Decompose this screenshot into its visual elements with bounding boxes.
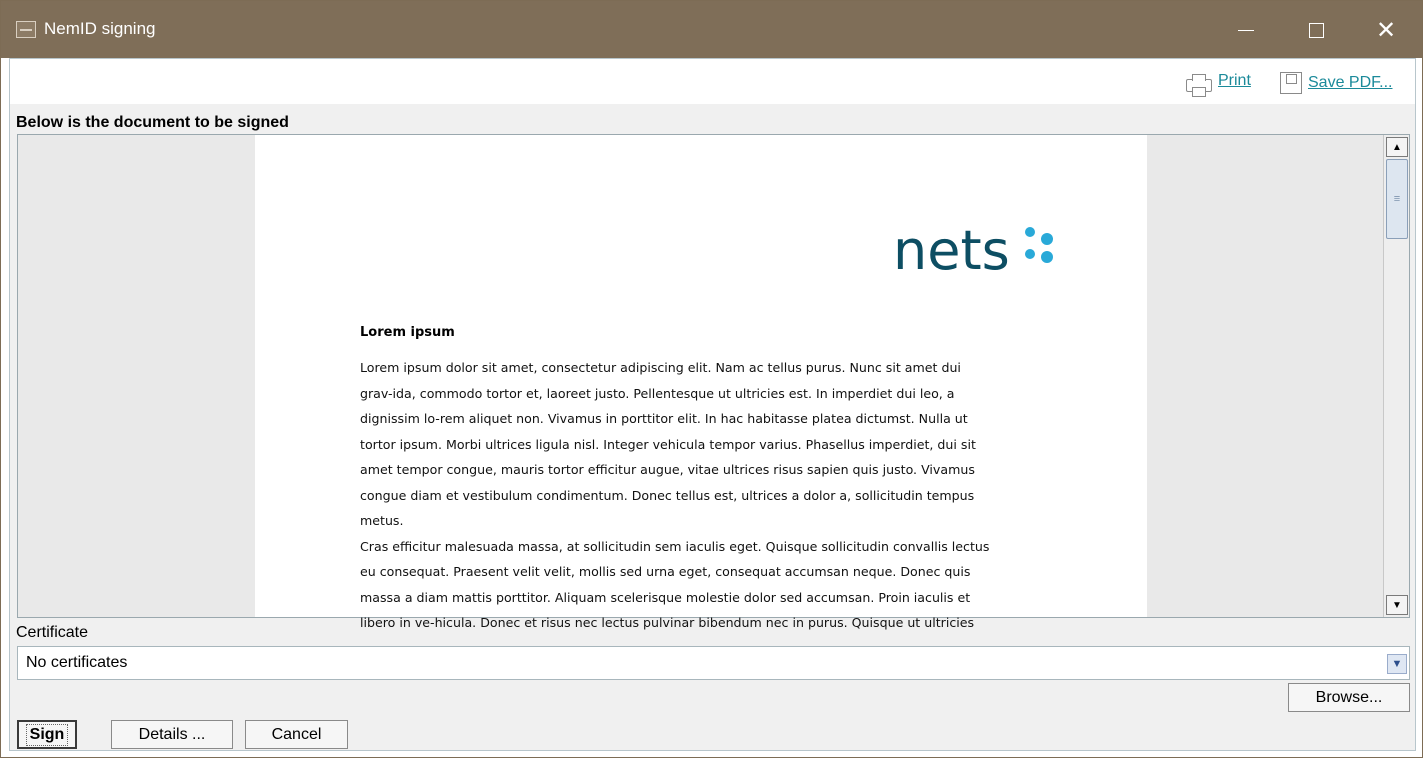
- document-line: congue diam et vestibulum condimentum. Donec tellus est, ultrices a dolor a, sollicitudin tempus: [360, 487, 975, 503]
- print-link[interactable]: [1186, 72, 1251, 90]
- document-line: massa a diam mattis porttitor. Aliquam scelerisque molestie dolor sed accumsan. Proin iaculis et: [360, 589, 971, 605]
- close-button[interactable]: ✕: [1375, 16, 1397, 44]
- minimize-icon: [1238, 30, 1254, 31]
- certificate-selected-value: No certificates: [26, 654, 128, 671]
- document-page: [255, 135, 1147, 630]
- document-line: grav-ida, commodo tortor et, laoreet justo. Pellentesque ut ultricies est. In imperdiet dui leo, a: [360, 385, 955, 401]
- certificate-select[interactable]: [17, 646, 1410, 680]
- dialog-content: [9, 58, 1416, 751]
- minimize-button[interactable]: [1226, 13, 1266, 47]
- document-line: Cras efficitur malesuada massa, at sollicitudin sem iaculis eget. Quisque sollicitudin convallis lectus: [360, 538, 990, 554]
- title-bar[interactable]: [1, 1, 1422, 58]
- toolbar: [10, 59, 1415, 104]
- certificate-label: Certificate: [16, 624, 89, 641]
- document-line: libero in ve-hicula. Donec et risus nec lectus pulvinar bibendum nec in purus. Quisque ut ultricies: [360, 615, 975, 630]
- save-pdf-label: Save PDF...: [1308, 74, 1393, 91]
- sign-button[interactable]: [17, 720, 77, 749]
- document-line: amet tempor congue, mauris tortor efficitur augue, vitae ultrices risus sapien quis justo. Vivamus: [360, 462, 975, 477]
- save-disk-icon: [1280, 72, 1302, 94]
- cancel-button[interactable]: Cancel: [245, 720, 348, 749]
- document-body: [360, 355, 1050, 636]
- maximize-icon: [1309, 23, 1324, 38]
- document-line: dignissim lo-rem aliquet non. Vivamus in porttitor elit. In hac habitasse platea dictumst. Nulla ut: [360, 411, 968, 426]
- nets-logo-text: nets: [893, 219, 1010, 282]
- document-line: metus.: [360, 513, 404, 528]
- vertical-scrollbar[interactable]: [1383, 135, 1409, 617]
- scroll-up-button[interactable]: ▲: [1386, 137, 1408, 157]
- browse-button[interactable]: Browse...: [1288, 683, 1410, 712]
- document-line: tortor ipsum. Morbi ultrices ligula nisl. Integer vehicula tempor varius. Phasellus imperdiet, dui sit: [360, 436, 976, 452]
- window-title: NemID signing: [44, 19, 156, 38]
- scroll-thumb[interactable]: ≡: [1386, 159, 1408, 239]
- app-icon: [16, 21, 36, 38]
- nets-logo-dots-icon: [1025, 227, 1059, 267]
- scroll-down-button[interactable]: ▼: [1386, 595, 1408, 615]
- chevron-down-icon[interactable]: ▼: [1387, 654, 1407, 674]
- document-section-label: Below is the document to be signed: [16, 114, 289, 131]
- details-button[interactable]: Details ...: [111, 720, 233, 749]
- printer-icon: [1186, 79, 1212, 92]
- sign-button-label: Sign: [26, 724, 69, 746]
- document-line: Lorem ipsum dolor sit amet, consectetur adipiscing elit. Nam ac tellus purus. Nunc sit amet dui: [360, 360, 961, 375]
- print-label: Print: [1218, 72, 1251, 89]
- document-line: eu consequat. Praesent velit velit, mollis sed urna eget, consequat accumsan neque. Donec quis: [360, 564, 971, 579]
- document-viewer[interactable]: [17, 134, 1410, 630]
- document-heading: Lorem ipsum: [360, 325, 455, 340]
- maximize-button[interactable]: [1296, 13, 1336, 47]
- save-pdf-link[interactable]: [1280, 72, 1392, 94]
